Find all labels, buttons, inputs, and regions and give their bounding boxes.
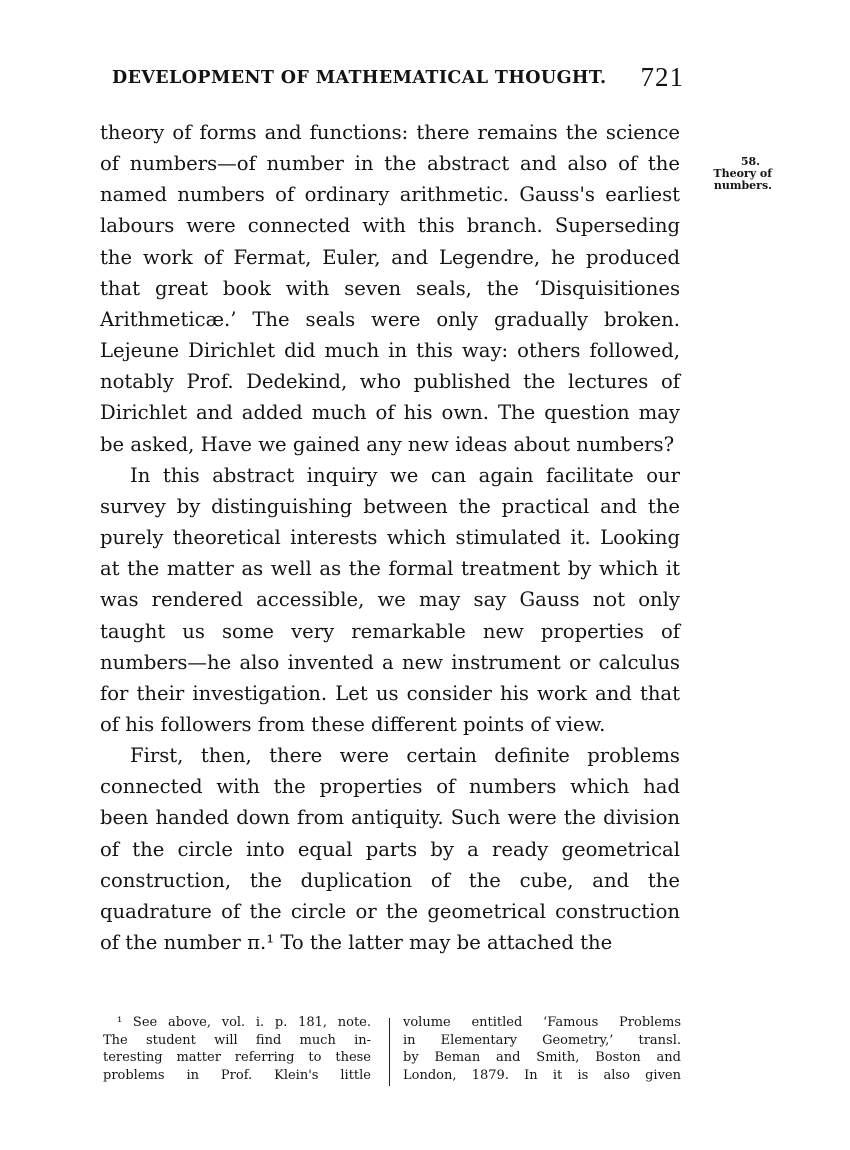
footnote-line: London, 1879. In it is also given [403, 1067, 681, 1083]
footnote-line: The student will find much in- [103, 1032, 371, 1048]
footnotes [103, 1014, 681, 1086]
margin-note-number: 58. [740, 155, 760, 168]
footnote-line: by Beman and Smith, Boston and [403, 1050, 681, 1066]
page-number: 721 [640, 62, 684, 92]
paragraph-3: First, then, there were certain definite problems connected with the properties of numbers which had been handed down from antiquity. Such were the division of the circle into equal parts by a ready geometrical construction, the duplication of the cube, and the quadrature of the circle or the geometrical construction of the number π.¹ To the latter may be attached the [100, 744, 680, 955]
footnote-column-right [403, 1014, 681, 1084]
running-title: DEVELOPMENT OF MATHEMATICAL THOUGHT. [112, 68, 607, 88]
footnote-column-left [103, 1014, 371, 1084]
paragraph-2: In this abstract inquiry we can again facilitate our survey by distinguishing between the practical and the purely theoretical interests which stimulated it. Looking at the matter as well as the formal treatment by which it was rendered accessible, we may say Gauss not only taught us some very remarkable new properties of numbers—he also invented a new instrument or calculus for their investigation. Let us consider his work and that of his followers from these different points of view. [100, 463, 680, 736]
footnote-line: volume entitled ‘Famous Problems [403, 1015, 681, 1030]
footnote-column-divider [389, 1018, 390, 1086]
paragraph-1: theory of forms and functions: there remains the science of numbers—of number in the abstract and also of the named numbers of ordinary arithmetic. Gauss's earliest labours were connected with this branch. Superseding the work of Fermat, Euler, and Legendre, he produced that great book with seven seals, the ‘Disquisitiones Arithmeticæ.’ The seals were only gradually broken. Lejeune Dirichlet did much in this way: others followed, notably Prof. Dedekind, who published the lectures of Dirichlet and added much of his own. The question may be asked, Have we gained any new ideas about numbers? [100, 121, 680, 456]
body-text [100, 117, 680, 958]
running-head [112, 62, 684, 94]
footnote-line: teresting matter referring to these [103, 1050, 371, 1066]
footnote-line: problems in Prof. Klein's little [103, 1067, 371, 1083]
footnote-line: in Elementary Geometry,’ transl. [403, 1032, 681, 1048]
margin-note-title-line-2: numbers. [713, 179, 772, 192]
footnote-line: ¹ See above, vol. i. p. 181, note. [117, 1015, 371, 1030]
margin-note [682, 156, 772, 192]
margin-note-title-line-1: Theory of [713, 167, 772, 180]
